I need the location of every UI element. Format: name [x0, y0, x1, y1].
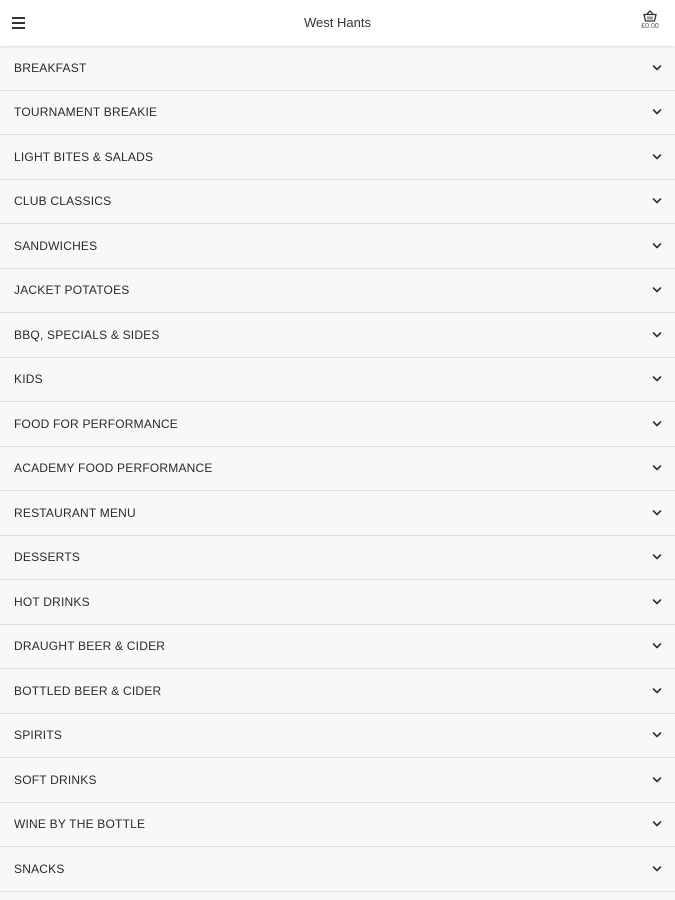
category-label: SPIRITS — [14, 728, 63, 743]
chevron-down-icon[interactable] — [651, 62, 663, 74]
chevron-down-icon[interactable] — [651, 284, 663, 296]
category-label: LIGHT BITES & SALADS — [14, 149, 154, 164]
category-row[interactable] — [0, 758, 675, 803]
category-row[interactable] — [0, 269, 675, 314]
chevron-down-icon[interactable] — [651, 106, 663, 118]
category-label: SNACKS — [14, 861, 65, 876]
category-label: DESSERTS — [14, 550, 81, 565]
category-label: BBQ, SPECIALS & SIDES — [14, 327, 160, 342]
top-app-bar — [0, 0, 675, 46]
category-row[interactable] — [0, 135, 675, 180]
category-label: SOFT DRINKS — [14, 772, 97, 787]
chevron-down-icon[interactable] — [651, 551, 663, 563]
category-row[interactable] — [0, 180, 675, 225]
category-row[interactable] — [0, 803, 675, 848]
chevron-down-icon[interactable] — [651, 729, 663, 741]
category-row[interactable] — [0, 491, 675, 536]
category-row[interactable] — [0, 669, 675, 714]
chevron-down-icon[interactable] — [651, 151, 663, 163]
category-label: DRAUGHT BEER & CIDER — [14, 639, 166, 654]
chevron-down-icon[interactable] — [651, 507, 663, 519]
category-row[interactable] — [0, 580, 675, 625]
category-row[interactable] — [0, 847, 675, 892]
category-row[interactable] — [0, 402, 675, 447]
category-label: ACADEMY FOOD PERFORMANCE — [14, 461, 213, 476]
category-row[interactable] — [0, 313, 675, 358]
category-label: WINE BY THE BOTTLE — [14, 817, 146, 832]
category-row[interactable] — [0, 536, 675, 581]
category-label: FOOD FOR PERFORMANCE — [14, 416, 179, 431]
chevron-down-icon[interactable] — [651, 640, 663, 652]
category-row[interactable] — [0, 224, 675, 269]
category-list — [0, 46, 675, 892]
category-row[interactable] — [0, 46, 675, 91]
chevron-down-icon[interactable] — [651, 195, 663, 207]
chevron-down-icon[interactable] — [651, 774, 663, 786]
category-label: BOTTLED BEER & CIDER — [14, 683, 162, 698]
chevron-down-icon[interactable] — [651, 329, 663, 341]
category-label: CLUB CLASSICS — [14, 194, 112, 209]
category-label: RESTAURANT MENU — [14, 505, 136, 520]
category-row[interactable] — [0, 358, 675, 403]
category-label: TOURNAMENT BREAKIE — [14, 105, 158, 120]
category-label: SANDWICHES — [14, 238, 98, 253]
basket-icon — [635, 10, 665, 22]
chevron-down-icon[interactable] — [651, 685, 663, 697]
category-row[interactable] — [0, 91, 675, 136]
hamburger-icon — [8, 11, 30, 35]
category-label: JACKET POTATOES — [14, 283, 130, 298]
basket-button[interactable] — [635, 10, 665, 38]
category-row[interactable] — [0, 714, 675, 759]
hamburger-menu-button[interactable] — [8, 11, 30, 35]
category-row[interactable] — [0, 625, 675, 670]
category-label: HOT DRINKS — [14, 594, 90, 609]
category-label: BREAKFAST — [14, 60, 87, 75]
chevron-down-icon[interactable] — [651, 863, 663, 875]
category-row[interactable] — [0, 447, 675, 492]
basket-total: £0.00 — [641, 23, 659, 30]
chevron-down-icon[interactable] — [651, 373, 663, 385]
chevron-down-icon[interactable] — [651, 596, 663, 608]
chevron-down-icon[interactable] — [651, 240, 663, 252]
chevron-down-icon[interactable] — [651, 418, 663, 430]
page-title: West Hants — [304, 15, 371, 30]
category-label: KIDS — [14, 372, 43, 387]
chevron-down-icon[interactable] — [651, 818, 663, 830]
chevron-down-icon[interactable] — [651, 462, 663, 474]
